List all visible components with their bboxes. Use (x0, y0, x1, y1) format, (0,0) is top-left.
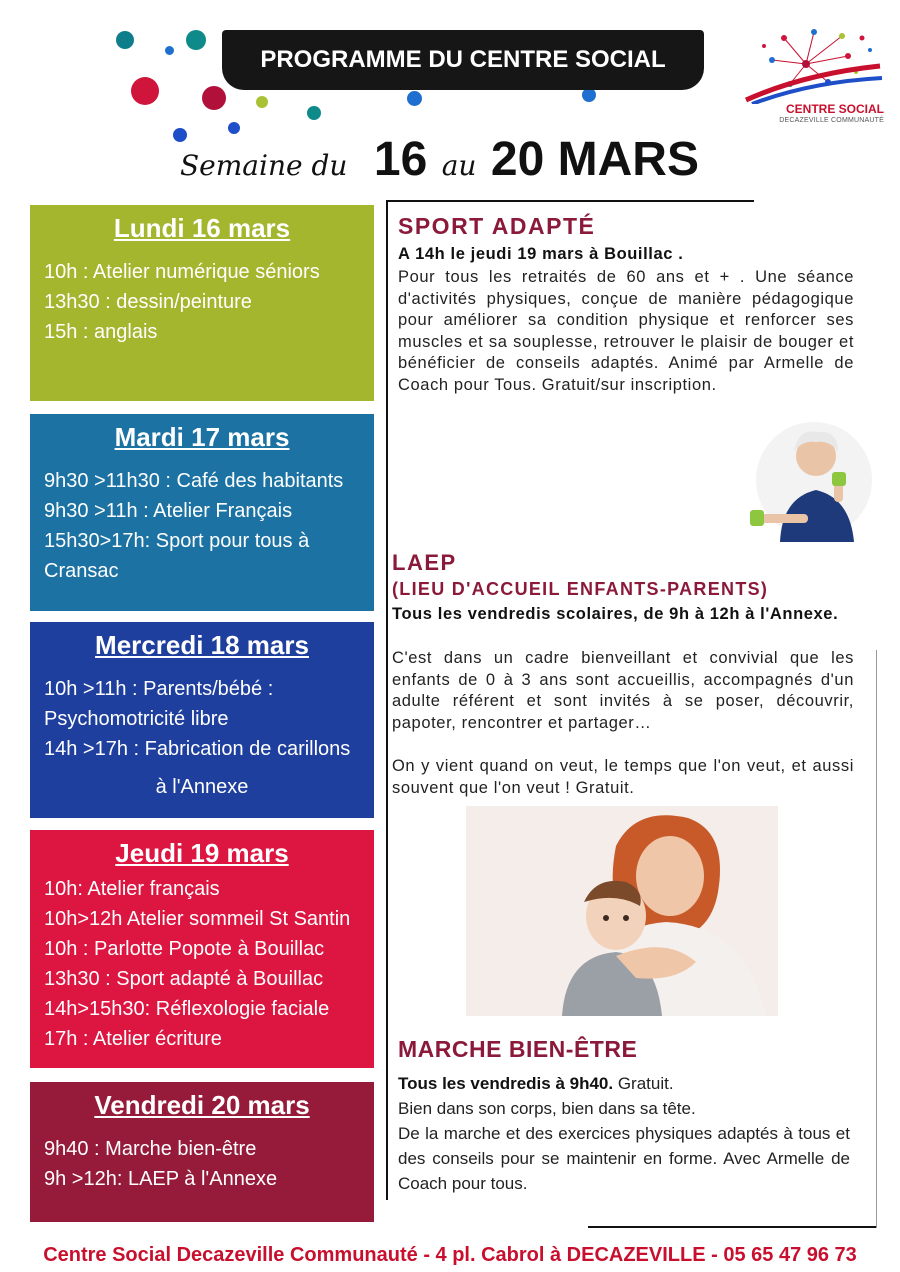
week-prefix: Semaine du (180, 149, 348, 182)
divider-line (388, 200, 754, 202)
decor-dot (407, 91, 422, 106)
day-block-wednesday (30, 622, 374, 818)
day-block-tuesday (30, 414, 374, 611)
week-mid: au (441, 149, 477, 182)
decor-dot (582, 88, 596, 102)
day-title: Mercredi 18 mars (95, 630, 309, 660)
day-line: 10h>12h Atelier sommeil St Santin (44, 908, 351, 930)
day-block-friday (30, 1082, 374, 1222)
day-line: 13h30 : Sport adapté à Bouillac (44, 968, 324, 990)
week-start: 16 (373, 133, 428, 186)
decor-dot (116, 31, 134, 49)
decor-dot (131, 77, 159, 105)
footer-contact: Centre Social Decazeville Communauté - 4 pl. Cabrol à DECAZEVILLE - 05 65 47 96 73 (43, 1244, 857, 1266)
day-line: 17h : Atelier écriture (44, 1028, 222, 1050)
day-line: 10h : Parlotte Popote à Bouillac (44, 938, 325, 960)
day-line: 9h40 : Marche bien-être (44, 1138, 257, 1160)
day-block-thursday (30, 830, 374, 1068)
marche-line-1: Bien dans son corps, bien dans sa tête. (398, 1099, 696, 1118)
marche-body: De la marche et des exercices physiques adaptés à tous et des conseils pour se maintenir en forme. Avec Armelle de Coach pour tous. (398, 1124, 850, 1193)
laep-schedule: Tous les vendredis scolaires, de 9h à 12h à l'Annexe. (392, 605, 839, 623)
day-title: Vendredi 20 mars (94, 1090, 310, 1120)
day-line: 15h30>17h: Sport pour tous à Cransac (44, 530, 310, 582)
sport-body: Pour tous les retraités de 60 ans et + . Une séance d'activités physiques, conçue de manière pédagogique pour améliorer sa condition physique et renforcer ses muscles et sa souplesse, retrouver le plaisir de bouger et bénéficier de conseils adaptés. Animé par Armelle de Coach pour Tous. Gratuit/sur inscription. (398, 268, 854, 394)
day-title: Jeudi 19 mars (115, 838, 289, 868)
mother-baby-photo (466, 806, 778, 1016)
banner-title: PROGRAMME DU CENTRE SOCIAL (222, 30, 704, 90)
week-end: 20 MARS (490, 133, 699, 186)
decor-dot (165, 46, 174, 55)
day-title: Lundi 16 mars (113, 213, 291, 243)
sport-subtitle (398, 244, 854, 266)
day-line: 9h >12h: LAEP à l'Annexe (44, 1168, 278, 1190)
centre-social-logo (744, 26, 884, 132)
logo-burst-icon (744, 26, 884, 104)
day-line: Psychomotricité libre (44, 708, 229, 730)
day-line: 14h>15h30: Réflexologie faciale (44, 998, 330, 1020)
decor-dot (307, 106, 321, 120)
day-line: 14h >17h : Fabrication de carillons (44, 738, 351, 760)
sport-subtitle-text: A 14h le jeudi 19 mars à Bouillac . (398, 245, 684, 263)
sport-title: SPORT ADAPTÉ (398, 213, 596, 239)
day-line: à l'Annexe (155, 776, 249, 798)
day-line: 10h >11h : Parents/bébé : (44, 678, 274, 700)
day-line: 13h30 : dessin/peinture (44, 291, 252, 313)
day-title: Mardi 17 mars (114, 422, 290, 452)
marche-title: MARCHE BIEN-ÊTRE (398, 1036, 638, 1062)
decor-dot (256, 96, 268, 108)
laep-body-2: On y vient quand on veut, le temps que l'on veut, et aussi souvent que l'on veut ! Gratuit. (392, 757, 854, 797)
marche-free: Gratuit. (613, 1074, 674, 1093)
decor-dot (202, 86, 226, 110)
laep-body: C'est dans un cadre bienveillant et convivial que les enfants de 0 à 3 ans sont accueillis, accompagnés d'un adulte référent et sont invités à se poser, découvrir, papoter, rencontrer et partager… (392, 649, 854, 732)
marche-schedule: Tous les vendredis à 9h40. (398, 1074, 614, 1093)
logo-subtitle: DECAZEVILLE COMMUNAUTÉ (779, 117, 884, 124)
day-block-monday (30, 205, 374, 401)
day-line: 10h : Atelier numérique séniors (44, 261, 320, 283)
week-heading (180, 132, 820, 192)
decor-dot (186, 30, 206, 50)
divider-line (386, 200, 388, 1200)
marche-schedule-line (398, 1071, 850, 1096)
day-line: 9h30 >11h30 : Café des habitants (44, 470, 344, 492)
laep-subtitle: (LIEU D'ACCUEIL ENFANTS-PARENTS) (392, 579, 769, 599)
day-line: 15h : anglais (44, 321, 158, 343)
day-line: 9h30 >11h : Atelier Français (44, 500, 293, 522)
divider-line (588, 1226, 876, 1228)
senior-exercise-photo (742, 418, 872, 546)
laep-title: LAEP (392, 550, 457, 575)
logo-name: CENTRE SOCIAL (785, 102, 884, 116)
day-line: 10h: Atelier français (44, 878, 220, 900)
divider-line (876, 650, 877, 1228)
